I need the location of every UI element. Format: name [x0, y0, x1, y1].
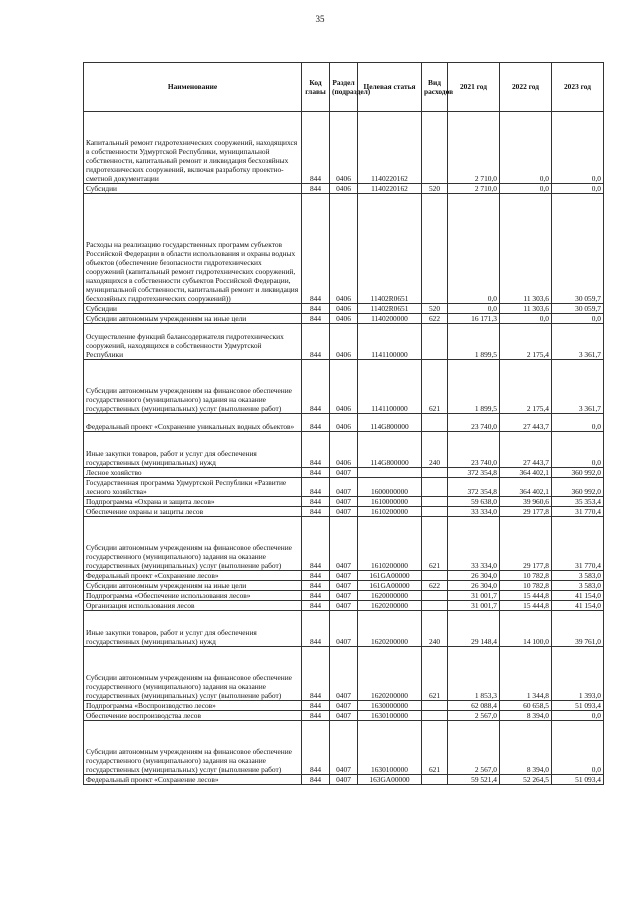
row-name: Субсидии — [84, 304, 302, 314]
table-row — [84, 432, 604, 468]
row-2021: 23 740,0 — [448, 414, 500, 432]
row-2023: 31 770,4 — [552, 517, 604, 571]
row-vid — [422, 601, 448, 611]
row-celevaya: 1620200000 — [358, 647, 422, 701]
row-kod: 844 — [302, 581, 330, 591]
table-row — [84, 721, 604, 775]
row-name: Субсидии автономным учреждениям на иные цели — [84, 581, 302, 591]
row-name: Субсидии — [84, 184, 302, 194]
row-name: Обеспечение охраны и защиты лесов — [84, 507, 302, 517]
row-kod: 844 — [302, 314, 330, 324]
row-2022: 2 175,4 — [500, 360, 552, 414]
row-razdel: 0407 — [330, 507, 358, 517]
row-2022: 14 100,0 — [500, 611, 552, 647]
row-2023: 39 761,0 — [552, 611, 604, 647]
row-name: Субсидии автономным учреждениям на финансовое обеспечение государственного (муниципального) задания на оказание государственных (муниципальных) услуг (выполнение работ) — [84, 721, 302, 775]
row-razdel: 0407 — [330, 478, 358, 497]
row-2023: 30 059,7 — [552, 304, 604, 314]
row-razdel: 0407 — [330, 711, 358, 721]
row-2022: 11 303,6 — [500, 194, 552, 304]
row-2023: 3 583,0 — [552, 581, 604, 591]
table-row — [84, 611, 604, 647]
row-kod: 844 — [302, 507, 330, 517]
table-row — [84, 581, 604, 591]
row-celevaya: 1620000000 — [358, 591, 422, 601]
row-celevaya: 1630100000 — [358, 721, 422, 775]
row-2022: 0,0 — [500, 112, 552, 184]
row-2022: 364 402,1 — [500, 468, 552, 478]
row-razdel: 0406 — [330, 314, 358, 324]
row-2022: 15 444,8 — [500, 601, 552, 611]
row-razdel: 0407 — [330, 601, 358, 611]
row-2023: 3 583,0 — [552, 571, 604, 581]
row-2022: 60 658,5 — [500, 701, 552, 711]
row-name: Федеральный проект «Сохранение уникальных водных объектов» — [84, 414, 302, 432]
row-name: Иные закупки товаров, работ и услуг для обеспечения государственных (муниципальных) нужд — [84, 611, 302, 647]
row-kod: 844 — [302, 324, 330, 360]
row-2021: 26 304,0 — [448, 581, 500, 591]
row-kod: 844 — [302, 647, 330, 701]
row-razdel: 0406 — [330, 304, 358, 314]
row-razdel: 0406 — [330, 360, 358, 414]
row-kod: 844 — [302, 194, 330, 304]
row-vid — [422, 507, 448, 517]
row-razdel: 0407 — [330, 701, 358, 711]
row-celevaya: 163GA00000 — [358, 775, 422, 785]
row-2021: 31 001,7 — [448, 601, 500, 611]
table-row — [84, 324, 604, 360]
row-kod: 844 — [302, 601, 330, 611]
row-celevaya: 1140220162 — [358, 184, 422, 194]
row-2022: 52 264,5 — [500, 775, 552, 785]
row-2023: 0,0 — [552, 711, 604, 721]
row-vid: 621 — [422, 647, 448, 701]
row-name: Подпрограмма «Обеспечение использования лесов» — [84, 591, 302, 601]
row-celevaya: 1610000000 — [358, 497, 422, 507]
row-2023: 35 353,4 — [552, 497, 604, 507]
row-razdel: 0407 — [330, 581, 358, 591]
table-row — [84, 775, 604, 785]
row-name: Организация использования лесов — [84, 601, 302, 611]
row-vid — [422, 571, 448, 581]
row-kod: 844 — [302, 701, 330, 711]
row-celevaya: 161GA00000 — [358, 571, 422, 581]
row-2022: 29 177,8 — [500, 517, 552, 571]
row-2023: 1 393,0 — [552, 647, 604, 701]
row-2022: 364 402,1 — [500, 478, 552, 497]
row-vid — [422, 775, 448, 785]
row-vid — [422, 591, 448, 601]
table-row — [84, 591, 604, 601]
row-razdel: 0407 — [330, 591, 358, 601]
row-2021: 0,0 — [448, 194, 500, 304]
row-vid — [422, 468, 448, 478]
table-row — [84, 304, 604, 314]
row-vid: 622 — [422, 581, 448, 591]
table-row — [84, 517, 604, 571]
row-vid: 621 — [422, 360, 448, 414]
row-vid: 622 — [422, 314, 448, 324]
row-2022: 0,0 — [500, 314, 552, 324]
table-row — [84, 507, 604, 517]
row-name: Обеспечение воспроизводства лесов — [84, 711, 302, 721]
row-2021: 2 710,0 — [448, 184, 500, 194]
row-2023: 30 059,7 — [552, 194, 604, 304]
table-row — [84, 711, 604, 721]
header-celevaya: Целевая статья — [358, 63, 422, 112]
row-2023: 3 361,7 — [552, 360, 604, 414]
table-header-row — [84, 63, 604, 112]
row-razdel: 0406 — [330, 194, 358, 304]
row-razdel: 0407 — [330, 775, 358, 785]
row-2021: 59 521,4 — [448, 775, 500, 785]
row-celevaya: 1140220162 — [358, 112, 422, 184]
row-celevaya: 1630000000 — [358, 701, 422, 711]
row-2021: 59 638,0 — [448, 497, 500, 507]
row-2021: 33 334,0 — [448, 507, 500, 517]
row-razdel: 0406 — [330, 414, 358, 432]
row-razdel: 0407 — [330, 497, 358, 507]
row-vid — [422, 497, 448, 507]
row-2021: 372 354,8 — [448, 468, 500, 478]
table-row — [84, 701, 604, 711]
row-2023: 3 361,7 — [552, 324, 604, 360]
table-row — [84, 314, 604, 324]
row-vid — [422, 112, 448, 184]
row-vid — [422, 701, 448, 711]
row-celevaya: 1610200000 — [358, 517, 422, 571]
row-name: Федеральный проект «Сохранение лесов» — [84, 571, 302, 581]
row-razdel: 0406 — [330, 184, 358, 194]
row-2022: 15 444,8 — [500, 591, 552, 601]
row-2021: 372 354,8 — [448, 478, 500, 497]
row-kod: 844 — [302, 478, 330, 497]
row-2022: 2 175,4 — [500, 324, 552, 360]
row-kod: 844 — [302, 711, 330, 721]
table-row — [84, 112, 604, 184]
row-kod: 844 — [302, 414, 330, 432]
row-2021: 31 001,7 — [448, 591, 500, 601]
row-2022: 27 443,7 — [500, 432, 552, 468]
row-2022: 10 782,8 — [500, 581, 552, 591]
row-name: Иные закупки товаров, работ и услуг для обеспечения государственных (муниципальных) нужд — [84, 432, 302, 468]
row-kod: 844 — [302, 184, 330, 194]
row-celevaya: 114G800000 — [358, 414, 422, 432]
table-row — [84, 468, 604, 478]
row-celevaya: 1620200000 — [358, 601, 422, 611]
row-2021: 1 853,3 — [448, 647, 500, 701]
table-row — [84, 601, 604, 611]
row-razdel: 0407 — [330, 571, 358, 581]
budget-table — [83, 62, 604, 785]
row-2023: 0,0 — [552, 721, 604, 775]
row-kod: 844 — [302, 112, 330, 184]
row-vid: 240 — [422, 611, 448, 647]
row-2022: 10 782,8 — [500, 571, 552, 581]
row-2021: 2 567,0 — [448, 711, 500, 721]
table-row — [84, 184, 604, 194]
row-vid: 621 — [422, 517, 448, 571]
row-celevaya: 11402R0651 — [358, 194, 422, 304]
header-vid: Вид расходов — [422, 63, 448, 112]
table-row — [84, 478, 604, 497]
row-kod: 844 — [302, 571, 330, 581]
table-row — [84, 571, 604, 581]
row-2021: 16 171,3 — [448, 314, 500, 324]
row-2021: 1 899,5 — [448, 360, 500, 414]
row-2021: 2 567,0 — [448, 721, 500, 775]
row-name: Субсидии автономным учреждениям на финансовое обеспечение государственного (муниципального) задания на оказание государственных (муниципальных) услуг (выполнение работ) — [84, 647, 302, 701]
row-2022: 1 344,8 — [500, 647, 552, 701]
row-name: Лесное хозяйство — [84, 468, 302, 478]
row-vid — [422, 194, 448, 304]
row-2022: 0,0 — [500, 184, 552, 194]
row-vid — [422, 711, 448, 721]
row-2021: 29 148,4 — [448, 611, 500, 647]
row-vid — [422, 324, 448, 360]
row-celevaya: 1140200000 — [358, 314, 422, 324]
row-vid: 240 — [422, 432, 448, 468]
row-celevaya: 114G800000 — [358, 432, 422, 468]
row-vid — [422, 478, 448, 497]
row-name: Субсидии автономным учреждениям на финансовое обеспечение государственного (муниципального) задания на оказание государственных (муниципальных) услуг (выполнение работ) — [84, 517, 302, 571]
row-2022: 29 177,8 — [500, 507, 552, 517]
row-2023: 41 154,0 — [552, 591, 604, 601]
row-razdel: 0406 — [330, 432, 358, 468]
row-2023: 360 992,0 — [552, 478, 604, 497]
header-razdel: Раздел (подраздел) — [330, 63, 358, 112]
row-name: Федеральный проект «Сохранение лесов» — [84, 775, 302, 785]
row-2021: 1 899,5 — [448, 324, 500, 360]
row-kod: 844 — [302, 304, 330, 314]
row-2022: 27 443,7 — [500, 414, 552, 432]
row-razdel: 0406 — [330, 324, 358, 360]
row-2023: 0,0 — [552, 112, 604, 184]
row-2021: 26 304,0 — [448, 571, 500, 581]
row-name: Субсидии автономным учреждениям на финансовое обеспечение государственного (муниципального) задания на оказание государственных (муниципальных) услуг (выполнение работ) — [84, 360, 302, 414]
table-row — [84, 647, 604, 701]
row-razdel: 0406 — [330, 112, 358, 184]
row-vid: 621 — [422, 721, 448, 775]
row-celevaya: 161GA00000 — [358, 581, 422, 591]
table-row — [84, 194, 604, 304]
row-name: Подпрограмма «Охрана и защита лесов» — [84, 497, 302, 507]
row-celevaya: 1141100000 — [358, 324, 422, 360]
row-2021: 2 710,0 — [448, 112, 500, 184]
row-kod: 844 — [302, 775, 330, 785]
row-2023: 0,0 — [552, 432, 604, 468]
row-2023: 0,0 — [552, 414, 604, 432]
row-name: Государственная программа Удмуртской Республики «Развитие лесного хозяйства» — [84, 478, 302, 497]
row-2021: 33 334,0 — [448, 517, 500, 571]
row-name: Субсидии автономным учреждениям на иные цели — [84, 314, 302, 324]
header-2023: 2023 год — [552, 63, 604, 112]
table-row — [84, 360, 604, 414]
row-2022: 39 960,6 — [500, 497, 552, 507]
table-row — [84, 497, 604, 507]
row-name: Подпрограмма «Воспроизводство лесов» — [84, 701, 302, 711]
row-razdel: 0407 — [330, 647, 358, 701]
row-2023: 41 154,0 — [552, 601, 604, 611]
row-name: Капитальный ремонт гидротехнических сооружений, находящихся в собственности Удмуртской Республики, муниципальной собственности, капитальный ремонт и ликвидация бесхозяйных гидротехнических сооружений, включая разработку проектно-сметной документации — [84, 112, 302, 184]
row-vid: 520 — [422, 184, 448, 194]
row-razdel: 0407 — [330, 468, 358, 478]
row-2023: 31 770,4 — [552, 507, 604, 517]
row-kod: 844 — [302, 611, 330, 647]
row-celevaya: 1630100000 — [358, 711, 422, 721]
row-celevaya: 1600000000 — [358, 478, 422, 497]
row-celevaya: 1141100000 — [358, 360, 422, 414]
row-vid: 520 — [422, 304, 448, 314]
row-razdel: 0407 — [330, 721, 358, 775]
row-celevaya — [358, 468, 422, 478]
row-razdel: 0407 — [330, 611, 358, 647]
table-row — [84, 414, 604, 432]
row-2023: 0,0 — [552, 314, 604, 324]
row-2023: 51 093,4 — [552, 701, 604, 711]
row-razdel: 0407 — [330, 517, 358, 571]
row-2021: 23 740,0 — [448, 432, 500, 468]
row-2023: 0,0 — [552, 184, 604, 194]
row-kod: 844 — [302, 497, 330, 507]
row-celevaya: 11402R0651 — [358, 304, 422, 314]
row-2021: 62 088,4 — [448, 701, 500, 711]
row-kod: 844 — [302, 591, 330, 601]
header-name: Наименование — [84, 63, 302, 112]
header-kod: Код главы — [302, 63, 330, 112]
page-number: 35 — [315, 14, 325, 24]
row-kod: 844 — [302, 360, 330, 414]
row-2022: 11 303,6 — [500, 304, 552, 314]
row-name: Осуществление функций балансодержателя гидротехнических сооружений, находящихся в собственности Удмуртской Республики — [84, 324, 302, 360]
row-celevaya: 1620200000 — [358, 611, 422, 647]
header-2021: 2021 год — [448, 63, 500, 112]
row-celevaya: 1610200000 — [358, 507, 422, 517]
row-2021: 0,0 — [448, 304, 500, 314]
row-kod: 844 — [302, 721, 330, 775]
row-kod: 844 — [302, 432, 330, 468]
row-2023: 51 093,4 — [552, 775, 604, 785]
row-2022: 8 394,0 — [500, 721, 552, 775]
row-kod: 844 — [302, 517, 330, 571]
row-2022: 8 394,0 — [500, 711, 552, 721]
header-2022: 2022 год — [500, 63, 552, 112]
row-vid — [422, 414, 448, 432]
row-kod: 844 — [302, 468, 330, 478]
row-name: Расходы на реализацию государственных программ субъектов Российской Федерации в области использования и охраны водных объектов (обеспечение безопасности гидротехнических сооружений (капитальный ремонт гидротехнических сооружений, находящихся в собственности субъектов Российской Федерации, муниципальной собственности, капитальный ремонт и ликвидация бесхозяйных гидротехнических сооружений)) — [84, 194, 302, 304]
row-2023: 360 992,0 — [552, 468, 604, 478]
